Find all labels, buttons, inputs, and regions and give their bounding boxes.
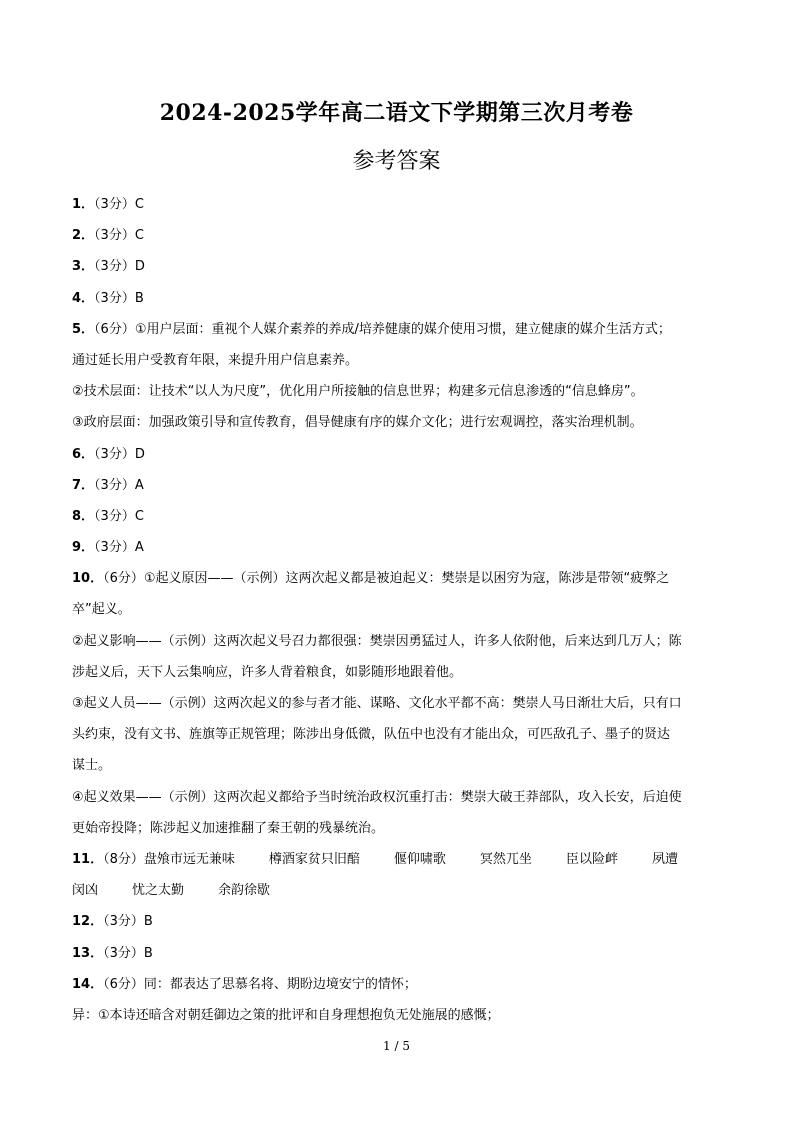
question-number: 6．	[72, 446, 95, 462]
answer-item: 余韵徐歇	[218, 883, 271, 899]
answer-11-line	[72, 879, 722, 910]
answer-text: D	[134, 446, 145, 462]
answer-5-line: ②技术层面：让技术“以人为尺度”，优化用户所接触的信息世界；构建多元信息渗透的“信息蜂房”。	[72, 384, 644, 400]
question-score: （3分）	[94, 259, 135, 275]
answer-12	[72, 910, 722, 941]
answer-13	[72, 942, 722, 973]
answer-5	[72, 318, 722, 349]
question-score: （3分）	[94, 446, 135, 462]
answer-10	[72, 567, 722, 598]
question-number: 11．	[72, 851, 104, 867]
answer-9	[72, 536, 722, 567]
question-number: 13．	[72, 945, 104, 961]
question-score: （3分）	[94, 508, 135, 524]
answer-2	[72, 224, 722, 255]
question-number: 2．	[72, 228, 95, 244]
answer-10-line: 卒”起义。	[72, 602, 131, 618]
question-score: （6分）	[103, 571, 144, 587]
question-number: 1．	[72, 197, 95, 212]
question-number: 3．	[72, 259, 95, 275]
answer-7	[72, 474, 722, 505]
answer-3	[72, 255, 722, 286]
answer-text: B	[143, 914, 153, 930]
question-number: 9．	[72, 540, 95, 556]
question-score: （3分）	[94, 290, 135, 306]
answer-1	[72, 193, 722, 224]
answer-item: 忧之太勤	[132, 883, 185, 899]
answer-text: C	[134, 508, 144, 524]
answer-text: C	[134, 228, 144, 244]
answer-14	[72, 973, 722, 1004]
question-number: 8．	[72, 508, 95, 524]
question-number: 14．	[72, 976, 104, 992]
answer-item: 偃仰啸歌	[393, 851, 446, 867]
answer-text: B	[143, 945, 153, 961]
answer-8	[72, 505, 722, 536]
answer-item: 樽酒家贫只旧醅	[268, 851, 360, 867]
answer-item: 盘飧市远无兼味	[143, 851, 235, 867]
question-score: （8分）	[103, 851, 144, 867]
answer-text: A	[134, 477, 144, 493]
answer-text: B	[134, 290, 144, 306]
answer-text: D	[134, 259, 145, 275]
question-number: 4．	[72, 290, 95, 306]
question-score: （3分）	[94, 540, 135, 556]
answer-5-line: ③政府层面：加强政策引导和宣传教育，倡导健康有序的媒介文化；进行宏观调控，落实治理机制。	[72, 415, 643, 431]
answer-list	[72, 193, 722, 1035]
answer-10-line: ④起义效果——（示例）这两次起义都给予当时统治政权沉重打击：樊崇大破王莽部队，攻入长安，后迫使	[72, 789, 682, 805]
answer-text: 同：都表达了思慕名将、期盼边境安宁的情怀；	[143, 976, 417, 992]
answer-text: A	[134, 540, 144, 556]
answer-item: 臣以险衅	[565, 851, 618, 867]
question-score: （6分）	[103, 976, 144, 992]
question-score: （3分）	[94, 477, 135, 493]
page-number: 1 / 5	[383, 1039, 410, 1053]
answer-10-line: 更始帝投降；陈涉起义加速推翻了秦王朝的残暴统治。	[72, 820, 385, 836]
question-score: （3分）	[94, 228, 135, 244]
answer-item: 夙遭	[651, 851, 678, 867]
question-score: （3分）	[94, 197, 135, 212]
question-score: （3分）	[103, 914, 144, 930]
answer-text: C	[134, 197, 144, 212]
answer-11	[72, 848, 722, 879]
answer-10-line: 涉起义后，天下人云集响应，许多人背着粮食，如影随形地跟着他。	[72, 664, 463, 680]
question-number: 5．	[72, 321, 95, 337]
answer-text: ①起义原因——（示例）这两次起义都是被迫起义：樊崇是以困穷为寇，陈涉是带领“疲弊之	[143, 571, 670, 587]
answer-10-line: ②起义影响——（示例）这两次起义号召力都很强：樊崇因勇猛过人，许多人依附他，后来达到几万人；陈	[72, 633, 682, 649]
answer-4	[72, 287, 722, 318]
answer-5-line: 通过延长用户受教育年限，来提升用户信息素养。	[72, 352, 359, 368]
question-score: （3分）	[103, 945, 144, 961]
answer-10-line: 头约束，没有文书、旌旗等正规管理；陈涉出身低微，队伍中也没有才能出众，可匹敌孔子、墨子的贤达	[72, 727, 671, 743]
answer-6	[72, 443, 722, 474]
answer-text: ①用户层面：重视个人媒介素养的养成/培养健康的媒介使用习惯，建立健康的媒介生活方式；	[134, 321, 671, 337]
question-number: 7．	[72, 477, 95, 493]
page-subtitle: 参考答案	[352, 149, 441, 174]
page-title: 2024-2025学年高二语文下学期第三次月考卷	[159, 100, 634, 126]
answer-14-line: 异：①本诗还暗含对朝廷御边之策的批评和自身理想抱负无处施展的感慨；	[72, 1007, 500, 1023]
answer-item: 闵凶	[72, 883, 99, 899]
answer-10-line: 谋士。	[72, 758, 112, 774]
answer-item: 冥然兀坐	[479, 851, 532, 867]
answer-10-line: ③起义人员——（示例）这两次起义的参与者才能、谋略、文化水平都不高：樊崇人马日渐壮大后，只有口	[72, 696, 682, 711]
question-score: （6分）	[94, 321, 135, 337]
question-number: 10．	[72, 571, 104, 587]
question-number: 12．	[72, 914, 104, 930]
